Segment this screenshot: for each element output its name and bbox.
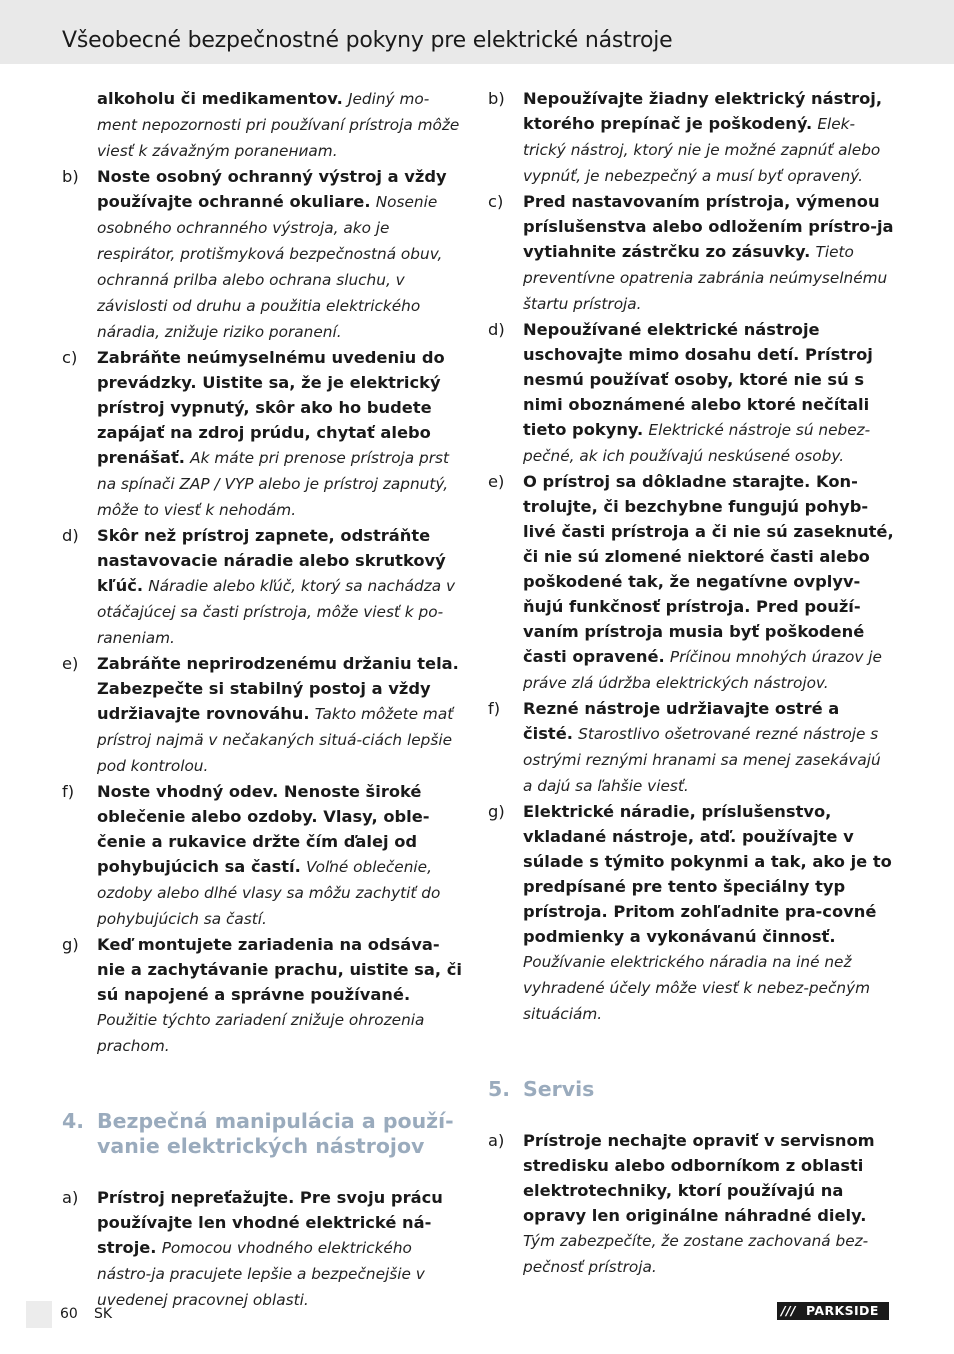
section-number: 4. — [62, 1109, 85, 1133]
list-item — [488, 469, 894, 696]
list-item — [488, 189, 894, 317]
item-bold: Prístroje nechajte opraviť v servisnom stredisku alebo odborníkom z oblasti elektrotechniky, ktorí používajú na opravy len originálne náhradné diely. — [523, 1131, 875, 1225]
item-label: e) — [488, 472, 505, 491]
item-italic: Tým zabezpečíte, že zostane zachovaná bez-pečnosť prístroja. — [523, 1232, 869, 1276]
list-item — [62, 932, 466, 1059]
list-item — [62, 164, 466, 345]
page-corner-box — [26, 1301, 52, 1328]
item-italic: Tieto preventívne opatrenia zabránia neúmyselnému štartu prístroja. — [523, 243, 888, 313]
item-bold: Skôr než prístroj zapnete, odstráňte nastavovacie náradie alebo skrutkový kľúč. — [97, 526, 446, 595]
item-label: g) — [62, 935, 79, 954]
item-label: d) — [488, 320, 505, 339]
item-italic: Starostlivo ošetrované rezné nástroje s ostrými reznými hranami sa menej zasekávajú a dajú sa ľahšie viesť. — [523, 725, 881, 795]
section-spacer — [488, 1102, 894, 1128]
item-label: c) — [62, 348, 78, 367]
item-label: g) — [488, 802, 505, 821]
section-spacer — [62, 1159, 466, 1185]
item-bold: Keď montujete zariadenia na odsáva-nie a zachytávanie prachu, uistite sa, či sú napojené a správne používané. — [97, 935, 462, 1004]
section-spacer — [488, 1027, 894, 1077]
continued-paragraph — [62, 86, 466, 164]
item-bold: Noste vhodný odev. Nenoste široké oblečenie alebo ozdoby. Vlasy, oble-čenie a rukavice držte čím ďalej od pohybujúcich sa častí. — [97, 782, 430, 876]
item-label: e) — [62, 654, 79, 673]
list-item — [488, 317, 894, 469]
item-italic: Voľné oblečenie, ozdoby alebo dlhé vlasy sa môžu zachytiť do pohybujúcich sa častí. — [97, 858, 441, 928]
brand-stripes-icon: /// — [781, 1303, 796, 1318]
item-bold: O prístroj sa dôkladne starajte. Kon-trolujte, či bezchybne fungujú pohyb-livé časti prístroja a či nie sú zaseknuté, či nie sú zlomené niektoré časti alebo poškodené tak, že negatívne ovplyv-ňujú funkčnosť prístroja. Pred použí-vaním prístroja musia byť poškodené časti opravené. — [523, 472, 894, 666]
list-item — [62, 779, 466, 932]
item-label: a) — [488, 1131, 505, 1150]
right-column — [488, 86, 894, 1280]
item-italic: Pomocou vhodného elektrického nástro-ja pracujete lepšie a bezpečnejšie v uvedenej pracovnej oblasti. — [97, 1239, 425, 1309]
item-bold: Nepoužívané elektrické nástroje uschovajte mimo dosahu detí. Prístroj nesmú používať osoby, ktoré nie sú s nimi oboznámené alebo ktoré nečítali tieto pokyny. — [523, 320, 873, 439]
item-label: b) — [62, 167, 79, 186]
item-label: f) — [62, 782, 75, 801]
list-item — [488, 696, 894, 799]
item-bold: Pred nastavovaním prístroja, výmenou príslušenstva alebo odložením prístro-ja vytiahnite zástrčku zo zásuvky. — [523, 192, 894, 261]
item-label: c) — [488, 192, 504, 211]
item-label: f) — [488, 699, 501, 718]
item-italic: Elektrické nástroje sú nebez-pečné, ak ich používajú neskúsené osoby. — [523, 421, 871, 465]
list-item — [488, 1128, 894, 1280]
list-item — [488, 799, 894, 1027]
section-spacer — [62, 1059, 466, 1109]
item-italic: Príčinou mnohých úrazov je práve zlá údržba elektrických nástrojov. — [523, 648, 882, 692]
section-title: Bezpečná manipulácia a použí-vanie elektrických nástrojov — [97, 1109, 454, 1158]
item-bold: Elektrické náradie, príslušenstvo, vkladané nástroje, atď. používajte v súlade s týmito pokynmi a tak, ako je to predpísané pre tento špeciálny typ prístroja. Pritom zohľadnite pra-covné podmienky a vykonávanú činnosť. — [523, 802, 892, 946]
list-item — [62, 1185, 466, 1313]
item-bold: Rezné nástroje udržiavajte ostré a čisté. — [523, 699, 840, 743]
paragraph-bold: alkoholu či medikamentov. — [97, 89, 343, 108]
page-title: Všeobecné bezpečnostné pokyny pre elektrické nástroje — [62, 28, 673, 53]
item-bold: Nepoužívajte žiadny elektrický nástroj, ktorého prepínač je poškodený. — [523, 89, 883, 133]
left-column — [62, 86, 466, 1313]
item-italic: Nosenie osobného ochranného výstroja, ako je respirátor, protišmyková bezpečnostná obuv, ochranná prilba alebo ochrana sluchu, v závislosti od druhu a použitia elektrického náradia, znižuje riziko poranení. — [97, 193, 443, 341]
item-italic: Elek-trický nástroj, ktorý nie je možné zapnúť alebo vypnúť, je nebezpečný a musí byť opravený. — [523, 115, 881, 185]
page-number: 60 — [60, 1306, 78, 1322]
item-italic: Takto môžete mať prístroj najmä v nečakaných situá-ciách lepšie pod kontrolou. — [97, 705, 454, 775]
item-label: d) — [62, 526, 79, 545]
list-item — [62, 345, 466, 523]
item-bold: Zabráňte neúmyselnému uvedeniu do prevádzky. Uistite sa, že je elektrický prístroj vypnutý, skôr ako ho budete zapájať na zdroj prúdu, chytať alebo prenášať. — [97, 348, 445, 467]
list-item — [62, 523, 466, 651]
section-title: Servis — [523, 1077, 595, 1101]
brand-name: PARKSIDE — [806, 1303, 879, 1318]
item-italic: Ak máte pri prenose prístroja prst na spínači ZAP / VYP alebo je prístroj zapnutý, môže to viesť k nehodám. — [97, 449, 450, 519]
section-heading — [62, 1109, 466, 1159]
item-label: b) — [488, 89, 505, 108]
list-item — [62, 651, 466, 779]
item-bold: Noste osobný ochranný výstroj a vždy používajte ochranné okuliare. — [97, 167, 447, 211]
item-italic: Používanie elektrického náradia na iné než vyhradené účely môže viesť k nebez-pečným situáciám. — [523, 953, 871, 1023]
section-heading — [488, 1077, 894, 1102]
item-label: a) — [62, 1188, 79, 1207]
language-code: SK — [94, 1306, 113, 1322]
item-italic: Použitie týchto zariadení znižuje ohrozenia prachom. — [97, 1011, 425, 1055]
item-bold: Zabráňte neprirodzenému držaniu tela. Zabezpečte si stabilný postoj a vždy udržiavajte rovnováhu. — [97, 654, 459, 723]
item-italic: Náradie alebo kľúč, ktorý sa nachádza v otáčajúcej sa časti prístroja, môže viesť k po-raneniam. — [97, 577, 456, 647]
page-header — [0, 0, 954, 64]
section-number: 5. — [488, 1077, 511, 1101]
list-item — [488, 86, 894, 189]
item-bold: Prístroj nepreťažujte. Pre svoju prácu používajte len vhodné elektrické ná-stroje. — [97, 1188, 443, 1257]
brand-logo — [777, 1302, 889, 1320]
paragraph-italic: Jediný mo-ment nepozornosti pri používaní prístroja môže viesť k závažným poranениam. — [97, 90, 460, 160]
